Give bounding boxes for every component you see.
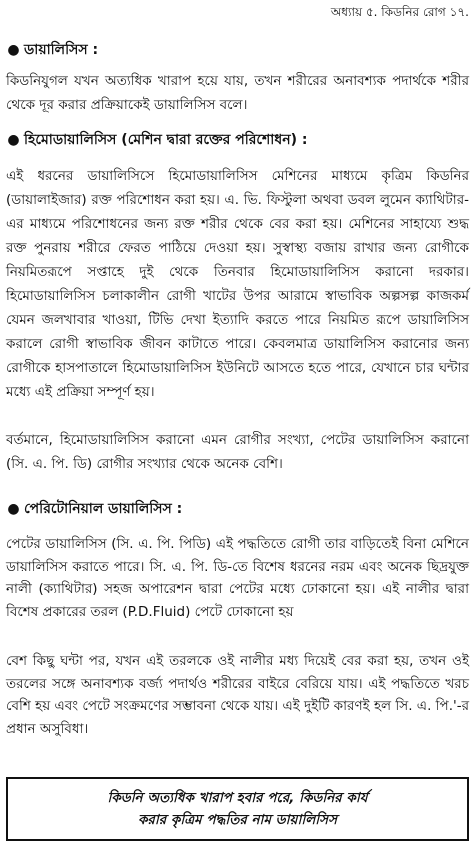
chapter-header: অধ্যায় ৫. কিডনির রোগ ১৭. xyxy=(330,5,469,19)
paragraph-hemodialysis-comparison: বর্তমানে, হিমোডায়ালিসিস করানো এমন রোগীর সংখ্যা, পেটের ডায়ালিসিস করানো (সি. এ. পি. ডি) রোগীর সংখ্যার থেকে অনেক বেশি। xyxy=(6,432,469,472)
callout-line-2: করার কৃত্রিম পদ্ধতির নাম ডায়ালিসিস xyxy=(137,812,338,828)
section-heading-hemodialysis xyxy=(6,130,469,150)
paragraph-capd-intro: পেটের ডায়ালিসিস (সি. এ. পি. পিডি) এই পদ্ধতিতে রোগী তার বাড়িতেই বিনা মেশিনে ডায়ালিসিস করাতে পারে। সি. এ. পি. ডি-তে বিশেষ ধরনের নরম এবং অনেক ছিদ্রযুক্ত নালী (ক্যাথিটার) সহজ অপারেশন দ্বারা পেটের মধ্যে ঢোকানো হয়। এই নালীর দ্বারা বিশেষ প্রকারের তরল (P.D.Fluid) পেটে ঢোকানো হয় xyxy=(6,536,469,620)
bullet-icon: ● xyxy=(7,42,20,58)
paragraph-hemodialysis-process: এই ধরনের ডায়ালিসিসে হিমোডায়ালিসিস মেশিনের মাধ্যমে কৃত্রিম কিডনির (ডায়ালাইজার) রক্ত পরিশোধন করা হয়। এ. ভি. ফিস্টুলা অথবা ডবল লুমেন ক্যাথিটার-এর মাধ্যমে পরিশোধনের জন্য রক্ত শরীর থেকে বের করা হয়। মেশিনের সাহায্যে শুদ্ধ রক্ত পুনরায় শরীরে ফেরত পাঠিয়ে দেওয়া হয়। সুস্বাস্থ্য বজায় রাখার জন্য রোগীকে নিয়মিতরূপে সপ্তাহে দুই থেকে তিনবার হিমোডায়ালিসিস করানো দরকার। হিমোডায়ালিসিস চলাকালীন রোগী খাটের উপর আরামে স্বাভাবিক অল্পসল্প কাজকর্ম যেমন জলখাবার খাওয়া, টিভি দেখা ইত্যাদি করতে পারে নিয়মিত রূপে ডায়ালিসিস করালে রোগী স্বাভাবিক জীবন কাটাতে পারে। কেবলমাত্র ডায়ালিসিস করানোর জন্য রোগীকে হাসপাতালে হিমোডায়ালিসিস ইউনিটে আসতে হতে পারে, যেখানে চার ঘন্টার মধ্যে এই প্রক্রিয়া সম্পূর্ণ হয়। xyxy=(6,168,469,400)
section-heading-peritoneal xyxy=(6,499,469,519)
section-heading-text: পেরিটোনিয়াল ডায়ালিসিস : xyxy=(24,501,183,517)
bullet-icon: ● xyxy=(7,501,20,517)
paragraph-dialysis-definition: কিডনিযুগল যখন অত্যধিক খারাপ হয়ে যায়, তখন শরীরের অনাবশ্যক পদার্থকে শরীর থেকে দূর করার প্রক্রিয়াকেই ডায়ালিসিস বলে। xyxy=(6,73,469,113)
bullet-icon: ● xyxy=(7,132,20,148)
section-heading-dialysis xyxy=(6,40,469,60)
paragraph-capd-drawbacks: বেশ কিছু ঘন্টা পর, যখন এই তরলকে ওই নালীর মধ্য দিয়েই বের করা হয়, তখন ওই তরলের সঙ্গে অনাবশ্যক বর্জ্য পদার্থও শরীরের বাইরে বেরিয়ে যায়। এই পদ্ধতিতে খরচ বেশি হয় এবং পেটে সংক্রমণের সম্ভাবনা থেকে যায়। এই দুইটি কারণই হল সি. এ. পি.'-র প্রধান অসুবিধা। xyxy=(6,653,469,737)
section-heading-text: ডায়ালিসিস : xyxy=(24,42,99,58)
section-heading-text: হিমোডায়ালিসিস (মেশিন দ্বারা রক্তের পরিশোধন) : xyxy=(24,132,308,148)
summary-callout-box xyxy=(6,777,469,841)
callout-line-1: কিডনি অত্যধিক খারাপ হবার পরে, কিডনির কার্য xyxy=(107,790,368,806)
